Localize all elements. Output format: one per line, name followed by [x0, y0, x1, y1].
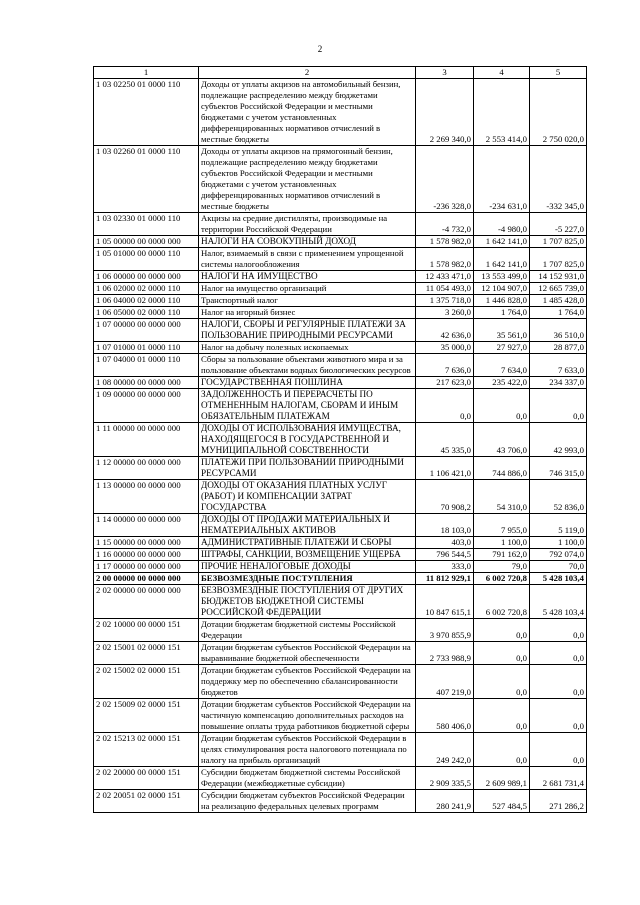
table-header-row: [94, 67, 587, 79]
table-row: [94, 767, 587, 790]
row-value-year1-cell: 580 406,0: [416, 699, 474, 733]
row-name-cell: Налог на имущество организаций: [199, 283, 416, 295]
row-value-year2-cell: 235 422,0: [474, 377, 530, 389]
row-value-year3-cell: 746 315,0: [530, 457, 587, 480]
row-code-cell: 1 12 00000 00 0000 000: [94, 457, 199, 480]
row-value-year2-cell: 0,0: [474, 665, 530, 699]
row-value-year3-cell: 792 074,0: [530, 549, 587, 561]
header-cell-year3: 5: [530, 67, 587, 79]
budget-revenue-table: [93, 66, 587, 813]
row-code-cell: 1 08 00000 00 0000 000: [94, 377, 199, 389]
row-name-cell: НАЛОГИ, СБОРЫ И РЕГУЛЯРНЫЕ ПЛАТЕЖИ ЗА ПОЛЬЗОВАНИЕ ПРИРОДНЫМИ РЕСУРСАМИ: [199, 319, 416, 342]
row-code-cell: 1 05 01000 00 0000 110: [94, 248, 199, 271]
table-row: [94, 790, 587, 813]
row-name-cell: Дотации бюджетам субъектов Российской Федерации на частичную компенсацию дополнительных расходов на повышение оплаты труда работников бюджетной сферы: [199, 699, 416, 733]
row-value-year3-cell: 0,0: [530, 642, 587, 665]
row-value-year1-cell: 70 908,2: [416, 480, 474, 514]
row-code-cell: 2 02 20000 00 0000 151: [94, 767, 199, 790]
table-row: [94, 457, 587, 480]
row-value-year3-cell: 5 428 103,4: [530, 573, 587, 585]
row-value-year2-cell: 7 634,0: [474, 354, 530, 377]
row-value-year1-cell: 3 260,0: [416, 307, 474, 319]
row-value-year2-cell: 1 642 141,0: [474, 248, 530, 271]
header-cell-code: 1: [94, 67, 199, 79]
row-name-cell: ШТРАФЫ, САНКЦИИ, ВОЗМЕЩЕНИЕ УЩЕРБА: [199, 549, 416, 561]
row-name-cell: Доходы от уплаты акцизов на прямогонный бензин, подлежащие распределению между бюджетами субъектов Российской Федерации и местными бюджетами с учетом установленных дифференцированных нормативов отчислений в местные бюджеты: [199, 146, 416, 213]
row-code-cell: 1 05 00000 00 0000 000: [94, 236, 199, 248]
row-value-year1-cell: 333,0: [416, 561, 474, 573]
row-value-year1-cell: 45 335,0: [416, 423, 474, 457]
table-row: [94, 307, 587, 319]
row-value-year3-cell: 1 485 428,0: [530, 295, 587, 307]
row-code-cell: 1 13 00000 00 0000 000: [94, 480, 199, 514]
table-row: [94, 480, 587, 514]
row-name-cell: Акцизы на средние дистилляты, производимые на территории Российской Федерации: [199, 213, 416, 236]
row-value-year3-cell: 12 665 739,0: [530, 283, 587, 295]
row-value-year1-cell: -236 328,0: [416, 146, 474, 213]
row-code-cell: 2 00 00000 00 0000 000: [94, 573, 199, 585]
row-value-year1-cell: 11 054 493,0: [416, 283, 474, 295]
table-row: [94, 423, 587, 457]
row-value-year1-cell: 7 636,0: [416, 354, 474, 377]
row-value-year1-cell: 11 812 929,1: [416, 573, 474, 585]
table-row: [94, 665, 587, 699]
row-name-cell: БЕЗВОЗМЕЗДНЫЕ ПОСТУПЛЕНИЯ: [199, 573, 416, 585]
row-value-year2-cell: 35 561,0: [474, 319, 530, 342]
row-value-year3-cell: 1 707 825,0: [530, 248, 587, 271]
table-row: [94, 271, 587, 283]
row-value-year2-cell: -234 631,0: [474, 146, 530, 213]
header-cell-year1: 3: [416, 67, 474, 79]
row-name-cell: Налог на игорный бизнес: [199, 307, 416, 319]
row-value-year2-cell: 2 609 989,1: [474, 767, 530, 790]
table-row: [94, 236, 587, 248]
row-code-cell: 1 14 00000 00 0000 000: [94, 514, 199, 537]
row-value-year1-cell: 1 578 982,0: [416, 236, 474, 248]
row-name-cell: Налог на добычу полезных ископаемых: [199, 342, 416, 354]
row-code-cell: 2 02 15213 02 0000 151: [94, 733, 199, 767]
row-name-cell: Налог, взимаемый в связи с применением упрощенной системы налогообложения: [199, 248, 416, 271]
row-code-cell: 2 02 15009 02 0000 151: [94, 699, 199, 733]
row-code-cell: 1 07 01000 01 0000 110: [94, 342, 199, 354]
row-value-year1-cell: 407 219,0: [416, 665, 474, 699]
row-value-year3-cell: 1 100,0: [530, 537, 587, 549]
table-row: [94, 561, 587, 573]
row-name-cell: Транспортный налог: [199, 295, 416, 307]
row-value-year1-cell: 35 000,0: [416, 342, 474, 354]
row-name-cell: Дотации бюджетам субъектов Российской Федерации в целях стимулирования роста налогового потенциала по налогу на прибыль организаций: [199, 733, 416, 767]
row-name-cell: БЕЗВОЗМЕЗДНЫЕ ПОСТУПЛЕНИЯ ОТ ДРУГИХ БЮДЖЕТОВ БЮДЖЕТНОЙ СИСТЕМЫ РОССИЙСКОЙ ФЕДЕРАЦИИ: [199, 585, 416, 619]
row-value-year2-cell: 79,0: [474, 561, 530, 573]
table-row: [94, 619, 587, 642]
row-value-year1-cell: 1 106 421,0: [416, 457, 474, 480]
row-value-year2-cell: 1 764,0: [474, 307, 530, 319]
row-name-cell: АДМИНИСТРАТИВНЫЕ ПЛАТЕЖИ И СБОРЫ: [199, 537, 416, 549]
table-row: [94, 514, 587, 537]
table-row: [94, 319, 587, 342]
row-value-year3-cell: 0,0: [530, 733, 587, 767]
row-code-cell: 1 15 00000 00 0000 000: [94, 537, 199, 549]
row-value-year2-cell: 527 484,5: [474, 790, 530, 813]
row-value-year1-cell: 10 847 615,1: [416, 585, 474, 619]
row-name-cell: ДОХОДЫ ОТ ИСПОЛЬЗОВАНИЯ ИМУЩЕСТВА, НАХОДЯЩЕГОСЯ В ГОСУДАРСТВЕННОЙ И МУНИЦИПАЛЬНОЙ СОБСТВЕННОСТИ: [199, 423, 416, 457]
row-value-year2-cell: 791 162,0: [474, 549, 530, 561]
row-value-year3-cell: 28 877,0: [530, 342, 587, 354]
row-value-year1-cell: 796 544,5: [416, 549, 474, 561]
row-value-year3-cell: 36 510,0: [530, 319, 587, 342]
table-row: [94, 342, 587, 354]
row-value-year3-cell: 14 152 931,0: [530, 271, 587, 283]
row-code-cell: 1 06 05000 02 0000 110: [94, 307, 199, 319]
row-value-year1-cell: 3 970 855,9: [416, 619, 474, 642]
row-value-year2-cell: 7 955,0: [474, 514, 530, 537]
row-code-cell: 1 09 00000 00 0000 000: [94, 389, 199, 423]
row-value-year2-cell: 1 100,0: [474, 537, 530, 549]
row-value-year1-cell: -4 732,0: [416, 213, 474, 236]
table-row: [94, 213, 587, 236]
row-value-year2-cell: 43 706,0: [474, 423, 530, 457]
table-row: [94, 549, 587, 561]
row-value-year3-cell: 2 681 731,4: [530, 767, 587, 790]
row-code-cell: 2 02 15002 02 0000 151: [94, 665, 199, 699]
header-cell-name: 2: [199, 67, 416, 79]
table-row: [94, 389, 587, 423]
row-code-cell: 1 17 00000 00 0000 000: [94, 561, 199, 573]
header-cell-year2: 4: [474, 67, 530, 79]
row-name-cell: Сборы за пользование объектами животного мира и за пользование объектами водных биологических ресурсов: [199, 354, 416, 377]
row-value-year3-cell: 0,0: [530, 665, 587, 699]
row-name-cell: НАЛОГИ НА СОВОКУПНЫЙ ДОХОД: [199, 236, 416, 248]
row-code-cell: 2 02 20051 02 0000 151: [94, 790, 199, 813]
row-value-year2-cell: 6 002 720,8: [474, 573, 530, 585]
row-value-year3-cell: 1 707 825,0: [530, 236, 587, 248]
row-code-cell: 1 03 02330 01 0000 110: [94, 213, 199, 236]
row-value-year2-cell: 13 553 499,0: [474, 271, 530, 283]
row-value-year1-cell: 217 623,0: [416, 377, 474, 389]
row-value-year3-cell: 70,0: [530, 561, 587, 573]
row-name-cell: Дотации бюджетам субъектов Российской Федерации на поддержку мер по обеспечению сбалансированности бюджетов: [199, 665, 416, 699]
row-value-year3-cell: 42 993,0: [530, 423, 587, 457]
table-row: [94, 733, 587, 767]
table-row: [94, 354, 587, 377]
row-name-cell: Субсидии бюджетам субъектов Российской Федерации на реализацию федеральных целевых программ: [199, 790, 416, 813]
row-value-year2-cell: 0,0: [474, 733, 530, 767]
row-value-year2-cell: 6 002 720,8: [474, 585, 530, 619]
row-value-year3-cell: 271 286,2: [530, 790, 587, 813]
table-row: [94, 573, 587, 585]
page-number: 2: [317, 44, 323, 54]
row-value-year1-cell: 249 242,0: [416, 733, 474, 767]
table-row: [94, 585, 587, 619]
row-code-cell: 1 03 02250 01 0000 110: [94, 79, 199, 146]
row-value-year1-cell: 280 241,9: [416, 790, 474, 813]
row-value-year2-cell: 0,0: [474, 389, 530, 423]
table-row: [94, 642, 587, 665]
table-row: [94, 295, 587, 307]
row-value-year1-cell: 1 375 718,0: [416, 295, 474, 307]
row-value-year3-cell: 52 836,0: [530, 480, 587, 514]
row-code-cell: 1 06 02000 02 0000 110: [94, 283, 199, 295]
table-row: [94, 248, 587, 271]
row-value-year2-cell: 0,0: [474, 699, 530, 733]
row-code-cell: 2 02 15001 02 0000 151: [94, 642, 199, 665]
row-code-cell: 1 07 04000 01 0000 110: [94, 354, 199, 377]
row-name-cell: Дотации бюджетам бюджетной системы Российской Федерации: [199, 619, 416, 642]
row-value-year1-cell: 2 909 335,5: [416, 767, 474, 790]
table-row: [94, 79, 587, 146]
table-row: [94, 377, 587, 389]
row-value-year2-cell: 12 104 907,0: [474, 283, 530, 295]
row-value-year2-cell: 1 446 828,0: [474, 295, 530, 307]
table-row: [94, 146, 587, 213]
row-value-year2-cell: 1 642 141,0: [474, 236, 530, 248]
row-value-year2-cell: 0,0: [474, 642, 530, 665]
row-value-year3-cell: -332 345,0: [530, 146, 587, 213]
row-name-cell: ДОХОДЫ ОТ ОКАЗАНИЯ ПЛАТНЫХ УСЛУГ (РАБОТ) И КОМПЕНСАЦИИ ЗАТРАТ ГОСУДАРСТВА: [199, 480, 416, 514]
row-value-year1-cell: 42 636,0: [416, 319, 474, 342]
row-code-cell: 1 16 00000 00 0000 000: [94, 549, 199, 561]
row-name-cell: ДОХОДЫ ОТ ПРОДАЖИ МАТЕРИАЛЬНЫХ И НЕМАТЕРИАЛЬНЫХ АКТИВОВ: [199, 514, 416, 537]
row-value-year1-cell: 2 269 340,0: [416, 79, 474, 146]
row-value-year3-cell: 2 750 020,0: [530, 79, 587, 146]
table-row: [94, 699, 587, 733]
row-name-cell: ПРОЧИЕ НЕНАЛОГОВЫЕ ДОХОДЫ: [199, 561, 416, 573]
row-value-year1-cell: 12 433 471,0: [416, 271, 474, 283]
row-value-year2-cell: 0,0: [474, 619, 530, 642]
row-name-cell: ЗАДОЛЖЕННОСТЬ И ПЕРЕРАСЧЕТЫ ПО ОТМЕНЕННЫМ НАЛОГАМ, СБОРАМ И ИНЫМ ОБЯЗАТЕЛЬНЫМ ПЛАТЕЖАМ: [199, 389, 416, 423]
row-name-cell: Дотации бюджетам субъектов Российской Федерации на выравнивание бюджетной обеспеченности: [199, 642, 416, 665]
table-row: [94, 537, 587, 549]
row-value-year3-cell: 0,0: [530, 699, 587, 733]
row-value-year3-cell: 1 764,0: [530, 307, 587, 319]
row-value-year3-cell: 0,0: [530, 619, 587, 642]
row-value-year1-cell: 18 103,0: [416, 514, 474, 537]
row-value-year3-cell: 234 337,0: [530, 377, 587, 389]
row-code-cell: 1 11 00000 00 0000 000: [94, 423, 199, 457]
row-value-year3-cell: 5 428 103,4: [530, 585, 587, 619]
row-name-cell: ГОСУДАРСТВЕННАЯ ПОШЛИНА: [199, 377, 416, 389]
row-code-cell: 2 02 10000 00 0000 151: [94, 619, 199, 642]
row-name-cell: Доходы от уплаты акцизов на автомобильный бензин, подлежащие распределению между бюджетами субъектов Российской Федерации и местными бюджетами с учетом установленных дифференцированных нормативов отчислений в местные бюджеты: [199, 79, 416, 146]
row-code-cell: 2 02 00000 00 0000 000: [94, 585, 199, 619]
row-value-year1-cell: 1 578 982,0: [416, 248, 474, 271]
row-code-cell: 1 06 04000 02 0000 110: [94, 295, 199, 307]
row-value-year3-cell: 7 633,0: [530, 354, 587, 377]
row-value-year2-cell: -4 980,0: [474, 213, 530, 236]
row-code-cell: 1 03 02260 01 0000 110: [94, 146, 199, 213]
row-value-year1-cell: 2 733 988,9: [416, 642, 474, 665]
row-value-year3-cell: 0,0: [530, 389, 587, 423]
row-name-cell: НАЛОГИ НА ИМУЩЕСТВО: [199, 271, 416, 283]
row-value-year1-cell: 403,0: [416, 537, 474, 549]
row-value-year2-cell: 744 886,0: [474, 457, 530, 480]
row-name-cell: Субсидии бюджетам бюджетной системы Российской Федерации (межбюджетные субсидии): [199, 767, 416, 790]
row-value-year2-cell: 27 927,0: [474, 342, 530, 354]
row-value-year1-cell: 0,0: [416, 389, 474, 423]
row-value-year3-cell: 5 119,0: [530, 514, 587, 537]
row-code-cell: 1 06 00000 00 0000 000: [94, 271, 199, 283]
row-value-year2-cell: 54 310,0: [474, 480, 530, 514]
row-value-year3-cell: -5 227,0: [530, 213, 587, 236]
row-code-cell: 1 07 00000 00 0000 000: [94, 319, 199, 342]
row-value-year2-cell: 2 553 414,0: [474, 79, 530, 146]
table-row: [94, 283, 587, 295]
row-name-cell: ПЛАТЕЖИ ПРИ ПОЛЬЗОВАНИИ ПРИРОДНЫМИ РЕСУРСАМИ: [199, 457, 416, 480]
